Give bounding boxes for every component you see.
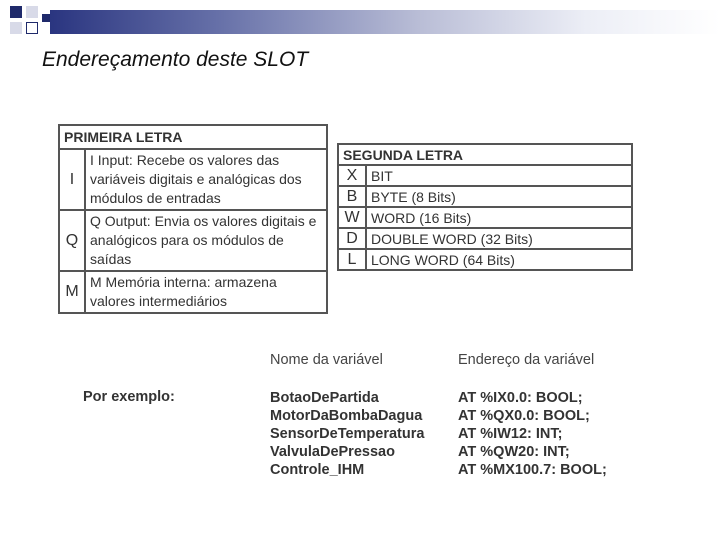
letter-cell: I [59,149,85,210]
deco-square-1 [10,6,22,18]
table-row [59,210,327,271]
variable-name-list [270,389,424,479]
letter-cell: W [338,207,366,228]
deco-square-5 [42,14,50,22]
table-header-row [59,125,327,149]
table-row [338,186,632,207]
first-letter-header: PRIMEIRA LETRA [59,125,327,149]
variable-name: BotaoDePartida [270,390,379,406]
table-row [59,149,327,210]
second-letter-header: SEGUNDA LETRA [338,144,632,165]
variable-address: AT %IX0.0: BOOL; [458,390,583,406]
variable-address: AT %QW20: INT; [458,444,570,460]
letter-cell: Q [59,210,85,271]
table-row [338,207,632,228]
variable-name: SensorDeTemperatura [270,426,425,442]
table-header-row [338,144,632,165]
title-gradient-bar [50,10,720,34]
first-letter-table [58,124,328,314]
letter-cell: X [338,165,366,186]
variable-address-list [458,389,607,479]
deco-square-2 [26,6,38,18]
description-cell: BIT [366,165,632,186]
variable-address: AT %IW12: INT; [458,426,563,442]
description-cell: I Input: Recebe os valores das variáveis digitais e analógicas dos módulos de entradas [85,149,327,210]
description-cell: DOUBLE WORD (32 Bits) [366,228,632,249]
description-cell: WORD (16 Bits) [366,207,632,228]
variable-address: AT %QX0.0: BOOL; [458,408,590,424]
variable-name: MotorDaBombaDagua [270,408,423,424]
deco-square-4 [26,22,38,34]
table-row [338,228,632,249]
variable-name: ValvulaDePressao [270,444,395,460]
variable-address: AT %MX100.7: BOOL; [458,462,607,478]
description-cell: BYTE (8 Bits) [366,186,632,207]
table-row [59,271,327,313]
slide-title: Endereçamento deste SLOT [42,48,309,71]
deco-square-3 [10,22,22,34]
letter-cell: D [338,228,366,249]
letter-cell: L [338,249,366,270]
letter-cell: B [338,186,366,207]
description-cell: M Memória interna: armazena valores intermediários [85,271,327,313]
description-cell: LONG WORD (64 Bits) [366,249,632,270]
variable-name-header: Nome da variável [270,352,383,368]
example-label: Por exemplo: [83,389,175,405]
letter-cell: M [59,271,85,313]
table-row [338,249,632,270]
variable-name: Controle_IHM [270,462,365,478]
second-letter-table [337,143,633,271]
table-row [338,165,632,186]
variable-address-header: Endereço da variável [458,352,595,368]
description-cell: Q Output: Envia os valores digitais e analógicos para os módulos de saídas [85,210,327,271]
